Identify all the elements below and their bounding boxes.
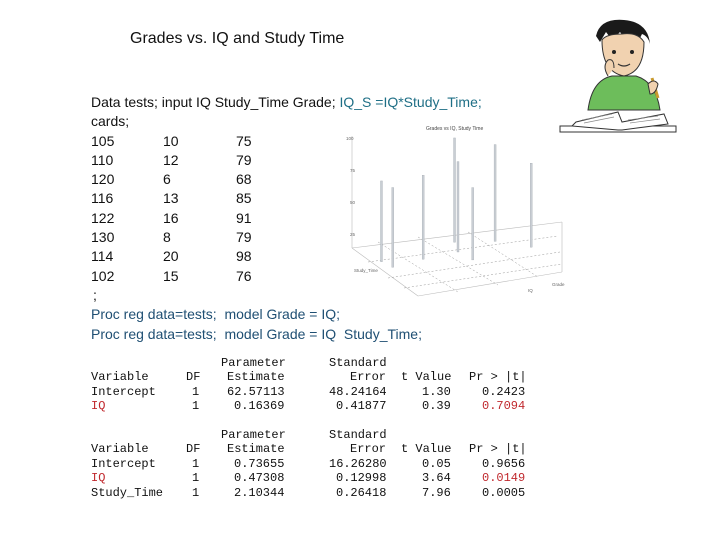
col-error: Error	[350, 370, 387, 384]
study-time-value: 12	[163, 151, 179, 168]
iq-value: 120	[91, 171, 115, 188]
plot-needle	[457, 162, 459, 252]
col-df: DF	[186, 442, 201, 456]
col-df: DF	[186, 370, 201, 384]
header-parameter: Parameter	[221, 428, 286, 442]
row-estimate: 0.73655	[234, 457, 285, 471]
proc-reg-line-2: Proc reg data=tests; model Grade = IQ Study_Time;	[91, 325, 422, 342]
iq-value: 122	[91, 209, 115, 226]
row-error: 0.41877	[336, 399, 387, 413]
plot-needle	[392, 188, 394, 268]
y-tick-label: 75	[350, 168, 356, 173]
derived-variable-statement: IQ_S =IQ*Study_Time;	[339, 94, 482, 110]
row-df: 1	[192, 471, 200, 485]
study-time-value: 15	[163, 267, 179, 284]
iq-value: 110	[91, 151, 114, 168]
row-df: 1	[192, 399, 200, 413]
col-p-value: Pr > |t|	[469, 442, 527, 456]
row-df: 1	[192, 457, 200, 471]
col-t-value: t Value	[401, 370, 452, 384]
row-t-value: 3.64	[422, 471, 451, 485]
row-error: 48.24164	[329, 385, 387, 399]
row-p-value: 0.0149	[482, 471, 526, 485]
study-time-value: 10	[163, 132, 179, 149]
iq-value: 114	[91, 248, 114, 265]
row-df: 1	[192, 486, 200, 500]
grade-value: 85	[236, 190, 252, 207]
student-reading-illustration	[552, 14, 684, 146]
axis-label: Study_Time	[354, 268, 378, 273]
row-t-value: 0.39	[422, 399, 451, 413]
row-p-value: 0.0005	[482, 486, 526, 500]
axis-label: Grade	[552, 282, 565, 287]
header-standard: Standard	[329, 428, 387, 442]
iq-value: 105	[91, 132, 115, 149]
col-estimate: Estimate	[227, 442, 285, 456]
grade-value: 75	[236, 132, 252, 149]
row-t-value: 0.05	[422, 457, 451, 471]
study-time-value: 13	[163, 190, 179, 207]
col-t-value: t Value	[401, 442, 452, 456]
col-p-value: Pr > |t|	[469, 370, 527, 384]
plot-needle	[422, 175, 424, 259]
plot-needle	[530, 163, 532, 247]
iq-value: 116	[91, 190, 114, 207]
row-variable: IQ	[91, 471, 106, 485]
row-df: 1	[192, 385, 200, 399]
row-error: 16.26280	[329, 457, 387, 471]
plot-floor-grid	[368, 232, 562, 292]
row-error: 0.12998	[336, 471, 387, 485]
plot-needle	[494, 145, 496, 242]
row-variable: IQ	[91, 399, 106, 413]
study-time-value: 16	[163, 209, 179, 226]
y-tick-label: 50	[350, 200, 356, 205]
study-time-value: 20	[163, 248, 179, 265]
cards-statement: cards;	[91, 113, 130, 130]
row-error: 0.26418	[336, 486, 387, 500]
row-p-value: 0.2423	[482, 385, 526, 399]
col-variable: Variable	[91, 442, 149, 456]
row-variable: Intercept	[91, 385, 156, 399]
grade-value: 79	[236, 229, 252, 246]
row-p-value: 0.7094	[482, 399, 526, 413]
col-variable: Variable	[91, 370, 149, 384]
grade-value: 68	[236, 171, 252, 188]
y-tick-label: 100	[346, 136, 354, 141]
study-time-value: 8	[163, 229, 171, 246]
row-estimate: 0.47308	[234, 471, 285, 485]
row-variable: Study_Time	[91, 486, 164, 500]
col-estimate: Estimate	[227, 370, 285, 384]
grade-value: 76	[236, 267, 252, 284]
row-variable: Intercept	[91, 457, 156, 471]
slide-title: Grades vs. IQ and Study Time	[130, 30, 345, 47]
row-t-value: 1.30	[422, 385, 451, 399]
y-tick-label: 25	[350, 232, 356, 237]
proc-reg-line-1: Proc reg data=tests; model Grade = IQ;	[91, 306, 341, 323]
plot-title: Grades vs IQ, Study Time	[426, 126, 484, 132]
header-parameter: Parameter	[221, 356, 286, 370]
col-error: Error	[350, 442, 387, 456]
row-t-value: 7.96	[422, 486, 451, 500]
grade-value: 91	[236, 209, 252, 226]
row-estimate: 2.10344	[234, 486, 285, 500]
grade-value: 79	[236, 151, 252, 168]
header-standard: Standard	[329, 356, 387, 370]
axis-label: IQ	[528, 288, 533, 293]
plot-needle	[454, 138, 456, 242]
iq-value: 102	[91, 267, 115, 284]
plot-needle	[380, 181, 382, 262]
grade-value: 98	[236, 248, 252, 265]
3d-needle-plot	[338, 122, 566, 298]
study-time-value: 6	[163, 171, 171, 188]
data-statement-line	[91, 93, 482, 112]
plot-needle	[472, 188, 474, 260]
iq-value: 130	[91, 229, 115, 246]
row-estimate: 0.16369	[234, 399, 285, 413]
row-estimate: 62.57113	[227, 385, 285, 399]
plot-needles	[380, 138, 532, 267]
semicolon-line: ;	[93, 286, 97, 303]
data-statement: Data tests; input IQ Study_Time Grade;	[91, 94, 340, 110]
plot-y-ticks	[346, 136, 356, 237]
row-p-value: 0.9656	[482, 457, 526, 471]
